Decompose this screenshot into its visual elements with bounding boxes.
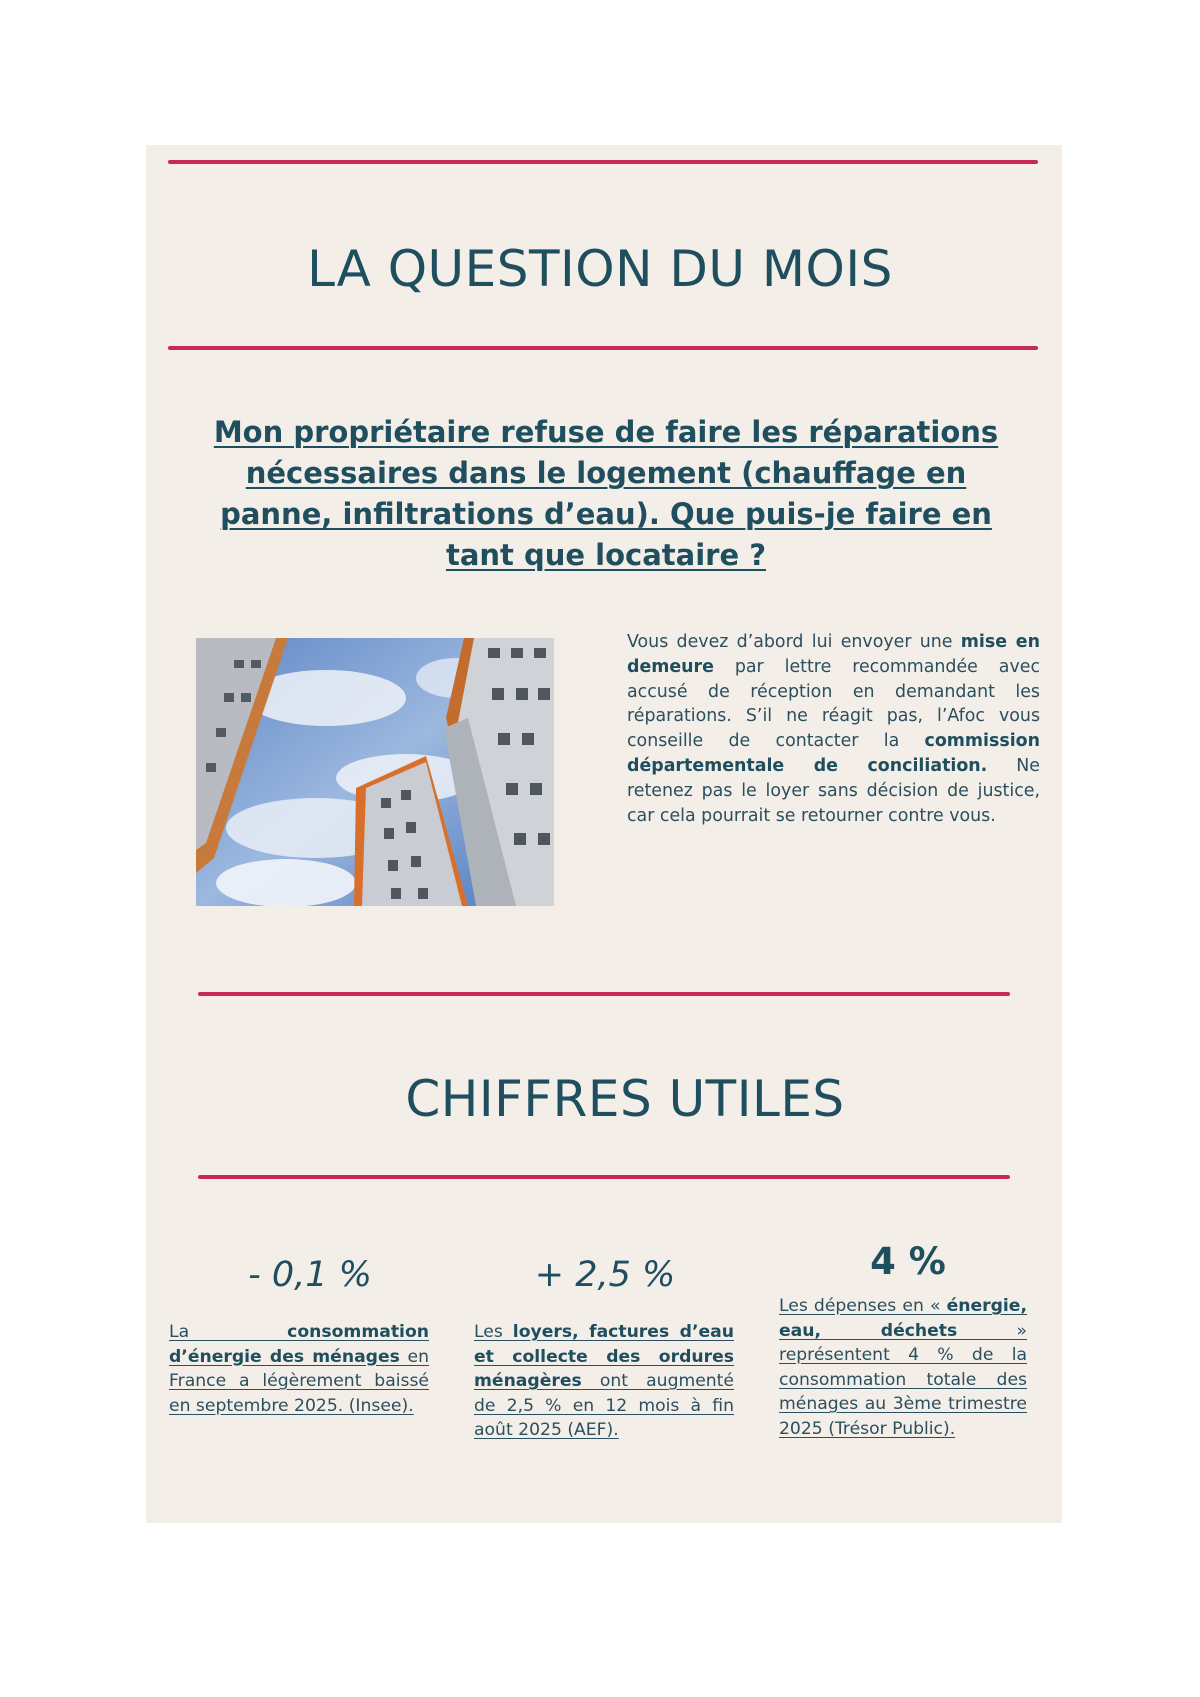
stat-value: - 0,1 %	[248, 1255, 372, 1295]
stat-description: La consommation d’énergie des ménages en France a légèrement baissé en septembre 2025. (Insee).	[169, 1322, 429, 1416]
stat-value: 4 %	[870, 1240, 946, 1283]
answer-paragraph: Vous devez d’abord lui envoyer une mise en demeure par lettre recommandée avec accusé de réception en demandant les réparations. S’il ne réagit pas, l’Afoc vous conseille de contacter la commission départementale de conciliation. Ne retenez pas le loyer sans décision de justice, car cela pourrait se retourner contre vous.	[627, 632, 1040, 826]
figures-section-title: CHIFFRES UTILES	[405, 1070, 845, 1128]
question-heading: Mon propriétaire refuse de faire les réparations nécessaires dans le logement (chauffage en panne, infiltrations d’eau). Que puis-je faire en tant que locataire ?	[213, 415, 999, 572]
title-divider	[168, 346, 1038, 350]
stat-value: + 2,5 %	[534, 1255, 676, 1295]
figures-top-divider	[198, 992, 1010, 996]
buildings-photo	[196, 638, 554, 906]
stat-description: Les dépenses en « énergie, eau, déchets » représentent 4 % de la consommation totale des ménages au 3ème trimestre 2025 (Trésor Public).	[779, 1296, 1027, 1439]
question-section-title: LA QUESTION DU MOIS	[307, 240, 893, 298]
top-divider	[168, 160, 1038, 164]
figures-title-divider	[198, 1175, 1010, 1179]
stat-description: Les loyers, factures d’eau et collecte des ordures ménagères ont augmenté de 2,5 % en 12 mois à fin août 2025 (AEF).	[474, 1322, 734, 1440]
